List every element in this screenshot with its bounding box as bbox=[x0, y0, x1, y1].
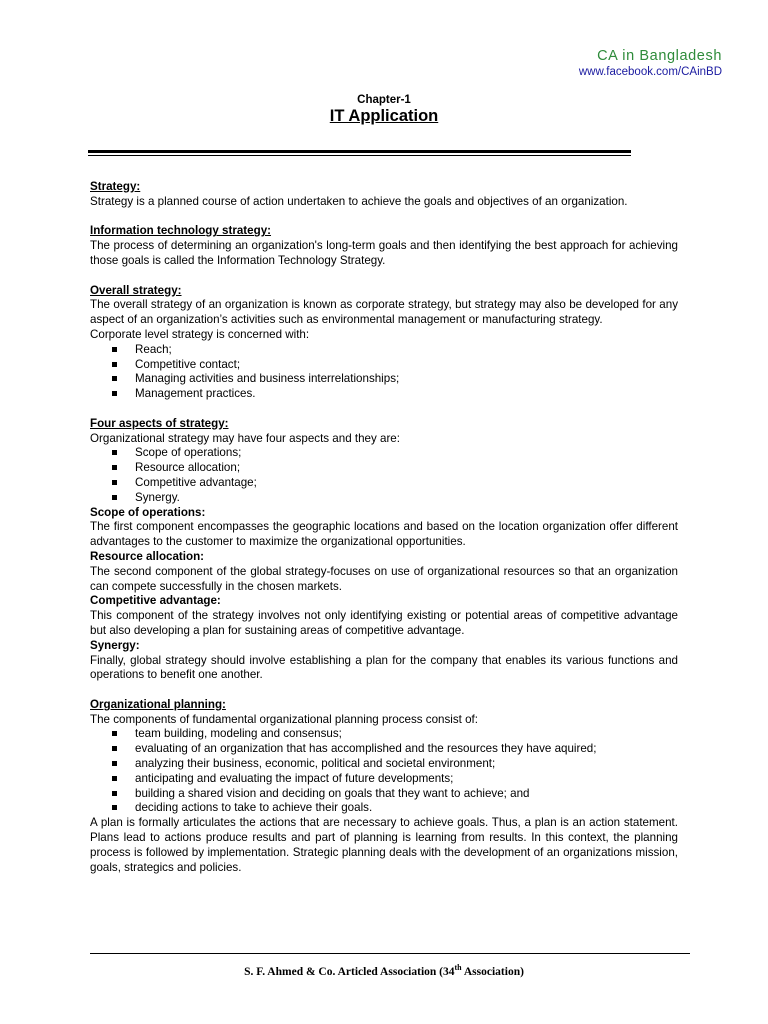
section-text-strategy: Strategy is a planned course of action undertaken to achieve the goals and objectives of an organization. bbox=[90, 194, 628, 208]
footer-text-before: S. F. Ahmed & Co. Articled Association (34 bbox=[244, 965, 455, 978]
section-text-overall: The overall strategy of an organization is known as corporate strategy, but strategy may also be developed for any aspect of an organization’s activities such as environmental management or manufacturing strategy. bbox=[90, 298, 678, 327]
list-item-text: evaluating of an organization that has accomplished and the resources they have aquired; bbox=[135, 742, 597, 756]
list-item bbox=[90, 387, 678, 402]
section-closing-planning: A plan is formally articulates the actions that are necessary to achieve goals. Thus, a plan is an action statement. Plans lead to actions produce results and part of planning is learning from results. In this context, the planning process is followed by implementation. Strategic planning deals with the development of an organizations mission, goals, strategics and policies. bbox=[90, 816, 678, 874]
subheading-synergy: Synergy: bbox=[90, 638, 140, 652]
list-item-text: Scope of operations; bbox=[135, 446, 242, 460]
bullet-icon bbox=[112, 480, 117, 485]
page-footer bbox=[0, 963, 768, 978]
list-item-text: anticipating and evaluating the impact of future developments; bbox=[135, 771, 454, 785]
section-heading-four-aspects: Four aspects of strategy: bbox=[90, 416, 229, 430]
bullet-icon bbox=[112, 450, 117, 455]
section-heading-strategy: Strategy: bbox=[90, 180, 141, 193]
section-intro-four-aspects: Organizational strategy may have four aspects and they are: bbox=[90, 431, 400, 445]
chapter-label: Chapter-1 bbox=[357, 94, 411, 106]
list-item bbox=[90, 446, 678, 461]
footer-text-after: Association) bbox=[461, 965, 524, 978]
list-item bbox=[90, 757, 678, 772]
bullet-icon bbox=[112, 376, 117, 381]
bullet-icon bbox=[112, 465, 117, 470]
bullet-icon bbox=[112, 776, 117, 781]
text-resource: The second component of the global strategy-focuses on use of organizational resources so that an organization can compete successfully in the chosen markets. bbox=[90, 564, 678, 593]
list-item-text: analyzing their business, economic, political and societal environment; bbox=[135, 757, 496, 771]
page-title: IT Application bbox=[329, 107, 439, 125]
overall-list bbox=[90, 343, 678, 402]
list-item-text: Management practices. bbox=[135, 387, 256, 401]
title-divider-thick bbox=[88, 150, 631, 153]
list-item-text: Resource allocation; bbox=[135, 461, 241, 475]
list-item-text: Competitive advantage; bbox=[135, 475, 257, 489]
bullet-icon bbox=[112, 746, 117, 751]
list-item-text: Competitive contact; bbox=[135, 357, 241, 371]
list-item-text: Synergy. bbox=[135, 490, 180, 504]
list-item-text: deciding actions to take to achieve their goals. bbox=[135, 801, 373, 815]
bullet-icon bbox=[112, 362, 117, 367]
list-item bbox=[90, 801, 678, 816]
list-item bbox=[90, 372, 678, 387]
list-item bbox=[90, 358, 678, 373]
text-synergy: Finally, global strategy should involve establishing a plan for the company that enables its various functions and operations to benefit one another. bbox=[90, 653, 678, 682]
section-heading-planning: Organizational planning: bbox=[90, 697, 226, 711]
brand-url-link[interactable]: www.facebook.com/CAinBD bbox=[578, 66, 722, 78]
subheading-advantage: Competitive advantage: bbox=[90, 594, 221, 608]
bullet-icon bbox=[112, 805, 117, 810]
bullet-icon bbox=[112, 495, 117, 500]
bullet-icon bbox=[112, 347, 117, 352]
section-text-it-strategy: The process of determining an organization's long-term goals and then identifying the best approach for achieving those goals is called the Information Technology Strategy. bbox=[90, 239, 678, 267]
section-heading-overall: Overall strategy: bbox=[90, 283, 182, 297]
list-item-text: Reach; bbox=[135, 342, 172, 356]
subheading-scope: Scope of operations: bbox=[90, 505, 206, 519]
brand-block bbox=[579, 47, 722, 79]
bullet-icon bbox=[112, 731, 117, 736]
title-divider-thin bbox=[88, 155, 631, 156]
list-item bbox=[90, 772, 678, 787]
list-item-text: Managing activities and business interrelationships; bbox=[135, 372, 400, 386]
list-item-text: building a shared vision and deciding on goals that they want to achieve; and bbox=[135, 786, 530, 800]
text-scope: The first component encompasses the geographic locations and based on the location organization offer different advantages to the customer to maximize the organizational opportunities. bbox=[90, 520, 678, 549]
list-item bbox=[90, 787, 678, 802]
bullet-icon bbox=[112, 391, 117, 396]
bullet-icon bbox=[112, 761, 117, 766]
list-item bbox=[90, 742, 678, 757]
text-advantage: This component of the strategy involves not only identifying existing or potential areas of competitive advantage but also developing a plan for sustaining areas of competitive advantage. bbox=[90, 609, 678, 637]
section-heading-it-strategy: Information technology strategy: bbox=[90, 224, 272, 238]
list-item bbox=[90, 461, 678, 476]
document-body bbox=[90, 180, 678, 875]
aspects-list bbox=[90, 446, 678, 505]
list-item bbox=[90, 491, 678, 506]
footer-divider bbox=[90, 953, 690, 954]
section-intro-overall: Corporate level strategy is concerned with: bbox=[90, 327, 310, 341]
section-intro-planning: The components of fundamental organizational planning process consist of: bbox=[90, 712, 478, 726]
subheading-resource: Resource allocation: bbox=[90, 549, 205, 563]
list-item bbox=[90, 727, 678, 742]
bullet-icon bbox=[112, 791, 117, 796]
list-item bbox=[90, 476, 678, 491]
list-item-text: team building, modeling and consensus; bbox=[135, 727, 342, 741]
list-item bbox=[90, 343, 678, 358]
planning-list bbox=[90, 727, 678, 816]
footer-superscript: th bbox=[454, 963, 462, 972]
brand-name: CA in Bangladesh bbox=[597, 48, 722, 64]
